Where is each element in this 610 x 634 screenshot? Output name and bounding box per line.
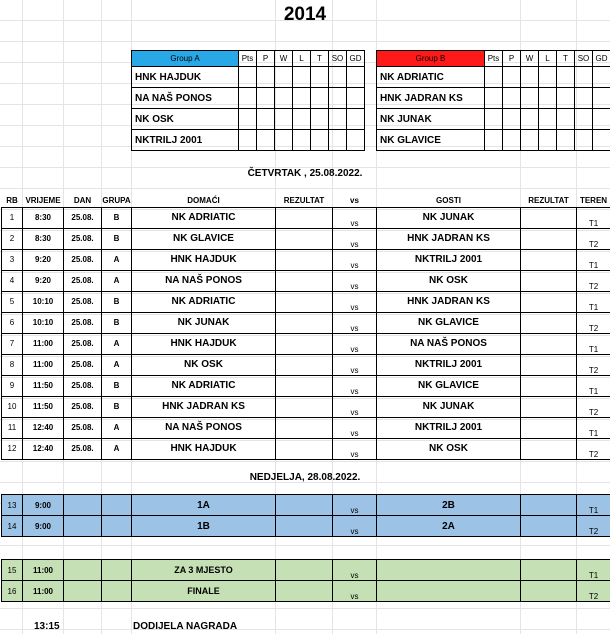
group-stat-cell	[521, 109, 539, 130]
field-label: T1	[577, 291, 610, 312]
group-col-header: L	[539, 51, 557, 67]
field-label: T1	[577, 249, 610, 270]
final-table	[1, 559, 610, 602]
group-stat-cell	[293, 109, 311, 130]
group-stat-cell	[275, 130, 293, 151]
group-team-row	[132, 109, 365, 130]
match-time: 12:40	[23, 417, 64, 438]
away-score-cell	[521, 375, 577, 396]
match-day: 25.08.	[64, 396, 102, 417]
match-row	[2, 516, 610, 537]
match-group: B	[102, 228, 132, 249]
home-team: 1A	[132, 495, 276, 516]
away-score-cell	[521, 438, 577, 459]
group-stat-cell	[275, 109, 293, 130]
schedule-col-header: TEREN	[579, 195, 608, 205]
match-group	[102, 560, 132, 581]
match-group	[102, 581, 132, 602]
home-team: NK ADRIATIC	[132, 291, 276, 312]
match-time: 11:00	[23, 581, 64, 602]
match-number: 10	[2, 396, 23, 417]
match-time: 11:50	[23, 375, 64, 396]
group-stat-cell	[293, 130, 311, 151]
schedule-table	[1, 194, 610, 460]
group-team-name: NK ADRIATIC	[377, 67, 485, 88]
match-day: 25.08.	[64, 270, 102, 291]
match-row	[2, 207, 610, 228]
match-group: B	[102, 312, 132, 333]
group-stat-cell	[329, 109, 347, 130]
page-title: 2014	[283, 4, 327, 25]
match-group: A	[102, 417, 132, 438]
match-group: B	[102, 207, 132, 228]
group-stat-cell	[485, 67, 503, 88]
field-label: T2	[577, 581, 610, 602]
match-row	[2, 249, 610, 270]
away-team: NK JUNAK	[377, 396, 521, 417]
home-team: ZA 3 MJESTO	[132, 560, 276, 581]
match-row	[2, 438, 610, 459]
field-label: T2	[577, 312, 610, 333]
group-team-name: NK OSK	[132, 109, 239, 130]
vs-label: vs	[333, 207, 377, 228]
away-score-cell	[521, 354, 577, 375]
vs-label: vs	[333, 516, 377, 537]
match-time: 10:10	[23, 291, 64, 312]
home-score-cell	[276, 417, 333, 438]
match-day: 25.08.	[64, 375, 102, 396]
group-team-name: NA NAŠ PONOS	[132, 88, 239, 109]
match-time: 8:30	[23, 228, 64, 249]
away-score-cell	[521, 270, 577, 291]
match-day: 25.08.	[64, 417, 102, 438]
group-col-header: Pts	[485, 51, 503, 67]
group-stat-cell	[257, 88, 275, 109]
match-group: A	[102, 249, 132, 270]
match-number: 5	[2, 291, 23, 312]
match-number: 16	[2, 581, 23, 602]
schedule-col-header: GOSTI	[436, 195, 461, 205]
match-number: 9	[2, 375, 23, 396]
group-team-row	[377, 109, 610, 130]
group-stat-cell	[503, 109, 521, 130]
away-score-cell	[521, 396, 577, 417]
group-team-name: NKTRILJ 2001	[132, 130, 239, 151]
field-label: T2	[577, 516, 610, 537]
match-day	[64, 560, 102, 581]
group-col-header: SO	[575, 51, 593, 67]
group-a-table	[131, 50, 365, 151]
group-stat-cell	[485, 109, 503, 130]
match-number: 2	[2, 228, 23, 249]
group-col-header: W	[521, 51, 539, 67]
group-stat-cell	[557, 130, 575, 151]
group-stat-cell	[239, 109, 257, 130]
group-stat-cell	[311, 130, 329, 151]
group-stat-cell	[485, 130, 503, 151]
match-group: A	[102, 438, 132, 459]
away-score-cell	[521, 291, 577, 312]
home-team: NA NAŠ PONOS	[132, 270, 276, 291]
schedule-col-header: RB	[6, 195, 18, 205]
match-number: 11	[2, 417, 23, 438]
group-team-name: HNK HAJDUK	[132, 67, 239, 88]
away-team: NKTRILJ 2001	[377, 417, 521, 438]
vs-label: vs	[333, 270, 377, 291]
match-day: 25.08.	[64, 354, 102, 375]
field-label: T2	[577, 396, 610, 417]
group-stat-cell	[593, 130, 610, 151]
group-stat-cell	[257, 130, 275, 151]
home-team: NK GLAVICE	[132, 228, 276, 249]
group-stat-cell	[575, 109, 593, 130]
vs-label: vs	[333, 228, 377, 249]
field-label: T1	[577, 375, 610, 396]
home-score-cell	[276, 270, 333, 291]
group-stat-cell	[257, 109, 275, 130]
match-number: 8	[2, 354, 23, 375]
group-stat-cell	[311, 67, 329, 88]
group-col-header: SO	[329, 51, 347, 67]
group-stat-cell	[485, 88, 503, 109]
group-stat-cell	[593, 109, 610, 130]
match-row	[2, 396, 610, 417]
group-team-name: NK GLAVICE	[377, 130, 485, 151]
field-label: T1	[577, 560, 610, 581]
field-label: T1	[577, 207, 610, 228]
group-col-header: P	[257, 51, 275, 67]
match-number: 6	[2, 312, 23, 333]
match-time: 11:00	[23, 354, 64, 375]
schedule-col-header: REZULTAT	[283, 195, 325, 205]
vs-label: vs	[333, 495, 377, 516]
match-day: 25.08.	[64, 249, 102, 270]
home-score-cell	[276, 375, 333, 396]
match-time: 10:10	[23, 312, 64, 333]
match-row	[2, 375, 610, 396]
group-team-name: HNK JADRAN KS	[377, 88, 485, 109]
away-team: HNK JADRAN KS	[377, 291, 521, 312]
group-b-header-row	[377, 51, 610, 67]
match-row	[2, 417, 610, 438]
match-row	[2, 312, 610, 333]
group-stat-cell	[293, 88, 311, 109]
match-time: 12:40	[23, 438, 64, 459]
group-col-header: P	[503, 51, 521, 67]
group-col-header: Pts	[239, 51, 257, 67]
group-stat-cell	[521, 88, 539, 109]
group-stat-cell	[593, 88, 610, 109]
home-score-cell	[276, 291, 333, 312]
home-score-cell	[276, 581, 333, 602]
home-score-cell	[276, 438, 333, 459]
match-day	[64, 516, 102, 537]
home-team: HNK HAJDUK	[132, 249, 276, 270]
match-row	[2, 228, 610, 249]
group-stat-cell	[575, 67, 593, 88]
home-score-cell	[276, 228, 333, 249]
match-row	[2, 354, 610, 375]
group-stat-cell	[575, 130, 593, 151]
match-group: A	[102, 270, 132, 291]
away-team: NA NAŠ PONOS	[377, 333, 521, 354]
group-team-row	[377, 130, 610, 151]
group-stat-cell	[347, 109, 365, 130]
group-stat-cell	[239, 88, 257, 109]
away-team: NK JUNAK	[377, 207, 521, 228]
vs-label: vs	[333, 291, 377, 312]
day1-label: ČETVRTAK , 25.08.2022.	[247, 168, 363, 179]
group-col-header: L	[293, 51, 311, 67]
match-number: 3	[2, 249, 23, 270]
match-row	[2, 581, 610, 602]
match-time: 11:00	[23, 560, 64, 581]
award-label: DODIJELA NAGRADA	[133, 621, 238, 632]
match-day: 25.08.	[64, 228, 102, 249]
home-team: 1B	[132, 516, 276, 537]
match-group: B	[102, 396, 132, 417]
group-col-header: T	[557, 51, 575, 67]
match-row	[2, 270, 610, 291]
away-team: NK GLAVICE	[377, 312, 521, 333]
award-time: 13:15	[34, 621, 60, 632]
away-score-cell	[521, 207, 577, 228]
vs-label: vs	[333, 333, 377, 354]
group-a-header-row	[132, 51, 365, 67]
match-row	[2, 495, 610, 516]
match-group: B	[102, 375, 132, 396]
group-stat-cell	[503, 67, 521, 88]
group-team-row	[132, 88, 365, 109]
away-team: NK OSK	[377, 438, 521, 459]
group-stat-cell	[347, 88, 365, 109]
group-stat-cell	[329, 130, 347, 151]
schedule-col-header: DAN	[73, 195, 92, 205]
match-time: 8:30	[23, 207, 64, 228]
match-number: 13	[2, 495, 23, 516]
group-stat-cell	[557, 88, 575, 109]
away-team: 2B	[377, 495, 521, 516]
match-group: A	[102, 354, 132, 375]
match-group	[102, 516, 132, 537]
group-stat-cell	[593, 67, 610, 88]
home-team: HNK HAJDUK	[132, 333, 276, 354]
group-stat-cell	[311, 88, 329, 109]
group-stat-cell	[329, 67, 347, 88]
away-team: NKTRILJ 2001	[377, 354, 521, 375]
group-stat-cell	[311, 109, 329, 130]
vs-label: vs	[333, 581, 377, 602]
group-b-table	[376, 50, 610, 151]
match-day	[64, 581, 102, 602]
field-label: T1	[577, 333, 610, 354]
schedule-col-header: REZULTAT	[528, 195, 569, 205]
group-team-row	[132, 67, 365, 88]
match-time: 9:00	[23, 495, 64, 516]
group-team-row	[377, 88, 610, 109]
day2-label: NEDJELJA, 28.08.2022.	[249, 472, 361, 483]
field-label: T2	[577, 270, 610, 291]
vs-label: vs	[333, 312, 377, 333]
home-score-cell	[276, 333, 333, 354]
group-stat-cell	[239, 130, 257, 151]
group-stat-cell	[347, 67, 365, 88]
home-score-cell	[276, 560, 333, 581]
schedule-col-header: DOMAĆI	[187, 195, 220, 205]
home-team: NK ADRIATIC	[132, 375, 276, 396]
group-team-row	[132, 130, 365, 151]
schedule-col-header: GRUPA	[102, 195, 131, 205]
match-group	[102, 495, 132, 516]
match-group: A	[102, 333, 132, 354]
match-number: 7	[2, 333, 23, 354]
away-team: NKTRILJ 2001	[377, 249, 521, 270]
crossover-table	[1, 494, 610, 537]
match-row	[2, 333, 610, 354]
away-score-cell	[521, 581, 577, 602]
away-team	[377, 560, 521, 581]
away-score-cell	[521, 495, 577, 516]
group-stat-cell	[503, 88, 521, 109]
match-day: 25.08.	[64, 207, 102, 228]
group-col-header: GD	[593, 51, 610, 67]
match-number: 4	[2, 270, 23, 291]
match-time: 9:20	[23, 270, 64, 291]
away-team	[377, 581, 521, 602]
away-team: NK GLAVICE	[377, 375, 521, 396]
home-team: HNK HAJDUK	[132, 438, 276, 459]
schedule-col-header: vs	[350, 195, 359, 205]
match-number: 15	[2, 560, 23, 581]
group-stat-cell	[347, 130, 365, 151]
group-col-header: W	[275, 51, 293, 67]
group-stat-cell	[275, 88, 293, 109]
home-team: NK OSK	[132, 354, 276, 375]
group-stat-cell	[557, 67, 575, 88]
home-team: NK JUNAK	[132, 312, 276, 333]
away-team: NK OSK	[377, 270, 521, 291]
vs-label: vs	[333, 354, 377, 375]
group-stat-cell	[539, 109, 557, 130]
home-score-cell	[276, 354, 333, 375]
vs-label: vs	[333, 560, 377, 581]
away-team: 2A	[377, 516, 521, 537]
home-team: HNK JADRAN KS	[132, 396, 276, 417]
group-a-name: Group A	[132, 51, 239, 67]
vs-label: vs	[333, 375, 377, 396]
match-time: 11:50	[23, 396, 64, 417]
group-stat-cell	[575, 88, 593, 109]
home-score-cell	[276, 396, 333, 417]
group-stat-cell	[503, 130, 521, 151]
home-team: NA NAŠ PONOS	[132, 417, 276, 438]
field-label: T1	[577, 417, 610, 438]
match-number: 14	[2, 516, 23, 537]
field-label: T2	[577, 438, 610, 459]
field-label: T2	[577, 354, 610, 375]
group-stat-cell	[539, 130, 557, 151]
vs-label: vs	[333, 438, 377, 459]
group-team-name: NK JUNAK	[377, 109, 485, 130]
home-score-cell	[276, 249, 333, 270]
group-stat-cell	[239, 67, 257, 88]
match-row	[2, 291, 610, 312]
match-day: 25.08.	[64, 438, 102, 459]
group-stat-cell	[539, 67, 557, 88]
away-score-cell	[521, 312, 577, 333]
group-stat-cell	[257, 67, 275, 88]
schedule-header-row	[2, 194, 610, 207]
home-score-cell	[276, 516, 333, 537]
match-day	[64, 495, 102, 516]
home-score-cell	[276, 312, 333, 333]
group-col-header: T	[311, 51, 329, 67]
match-day: 25.08.	[64, 312, 102, 333]
home-score-cell	[276, 495, 333, 516]
group-team-row	[377, 67, 610, 88]
match-time: 9:00	[23, 516, 64, 537]
group-stat-cell	[293, 67, 311, 88]
match-group: B	[102, 291, 132, 312]
away-score-cell	[521, 417, 577, 438]
home-score-cell	[276, 207, 333, 228]
group-stat-cell	[521, 67, 539, 88]
match-time: 9:20	[23, 249, 64, 270]
group-stat-cell	[275, 67, 293, 88]
match-number: 12	[2, 438, 23, 459]
schedule-col-header: VRIJEME	[25, 195, 61, 205]
group-stat-cell	[521, 130, 539, 151]
field-label: T1	[577, 495, 610, 516]
group-stat-cell	[539, 88, 557, 109]
away-score-cell	[521, 560, 577, 581]
field-label: T2	[577, 228, 610, 249]
match-number: 1	[2, 207, 23, 228]
match-day: 25.08.	[64, 291, 102, 312]
vs-label: vs	[333, 249, 377, 270]
match-day: 25.08.	[64, 333, 102, 354]
group-col-header: GD	[347, 51, 365, 67]
group-stat-cell	[557, 109, 575, 130]
match-row	[2, 560, 610, 581]
vs-label: vs	[333, 417, 377, 438]
away-score-cell	[521, 249, 577, 270]
away-score-cell	[521, 333, 577, 354]
vs-label: vs	[333, 396, 377, 417]
group-stat-cell	[329, 88, 347, 109]
away-team: HNK JADRAN KS	[377, 228, 521, 249]
away-score-cell	[521, 516, 577, 537]
home-team: FINALE	[132, 581, 276, 602]
group-b-name: Group B	[377, 51, 485, 67]
match-time: 11:00	[23, 333, 64, 354]
home-team: NK ADRIATIC	[132, 207, 276, 228]
away-score-cell	[521, 228, 577, 249]
